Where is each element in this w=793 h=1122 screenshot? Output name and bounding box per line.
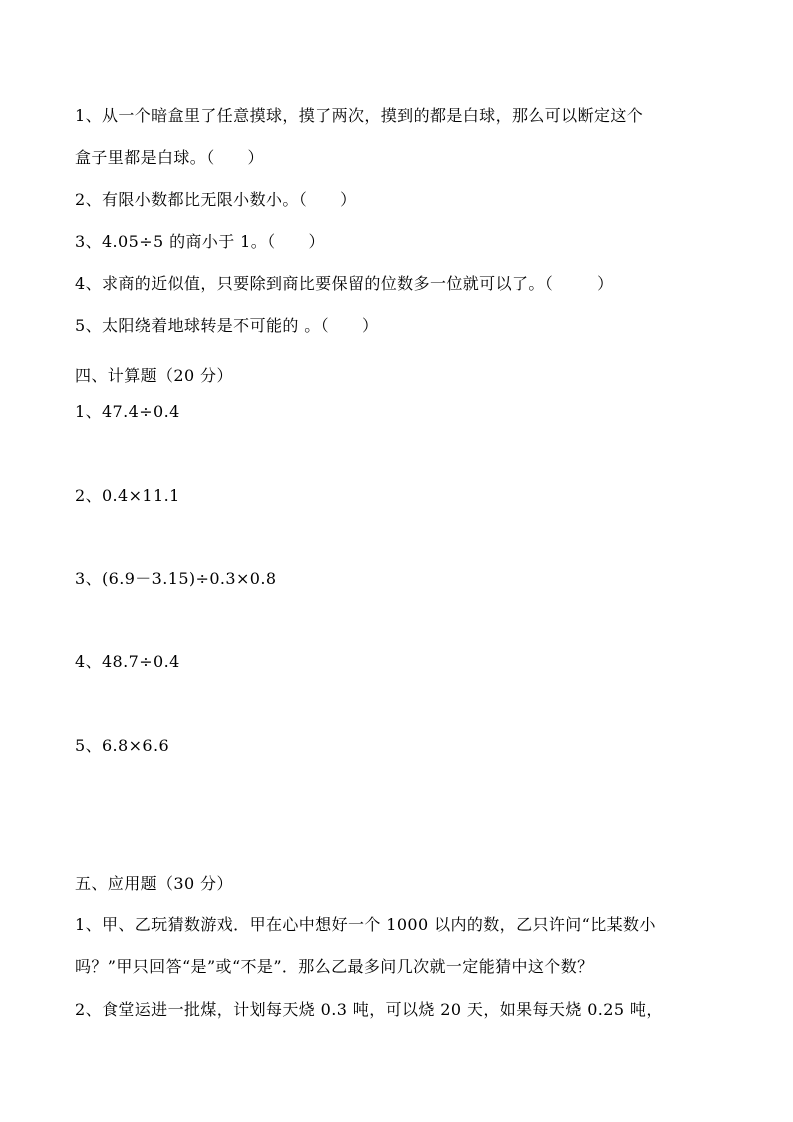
judge-question-1-line-1: 1、从一个暗盒里了任意摸球，摸了两次，摸到的都是白球，那么可以断定这个 (75, 106, 644, 125)
apply-question-1-line-2: 吗？”甲只回答“是”或“不是”．那么乙最多问几次就一定能猜中这个数？ (75, 957, 594, 976)
judge-question-5: 5、太阳绕着地球转是不可能的 。（ ） (75, 316, 379, 335)
judge-question-2: 2、有限小数都比无限小数小。（ ） (75, 190, 357, 209)
calc-item-2: 2、0.4×11.1 (75, 486, 180, 505)
calc-item-1: 1、47.4÷0.4 (75, 402, 180, 421)
judge-question-3: 3、4.05÷5 的商小于 1。（ ） (75, 232, 325, 251)
calc-item-3: 3、(6.9－3.15)÷0.3×0.8 (75, 569, 277, 588)
apply-section-heading: 五、应用题（30 分） (75, 874, 233, 893)
judge-question-1-line-2: 盒子里都是白球。（ ） (75, 148, 264, 167)
calc-item-4: 4、48.7÷0.4 (75, 652, 180, 671)
judge-question-4: 4、求商的近似值，只要除到商比要保留的位数多一位就可以了。（ ） (75, 274, 614, 293)
apply-question-1-line-1: 1、甲、乙玩猜数游戏．甲在心中想好一个 1000 以内的数，乙只许问“比某数小 (75, 915, 656, 934)
apply-question-2-line-1: 2、食堂运进一批煤，计划每天烧 0.3 吨，可以烧 20 天，如果每天烧 0.25 吨， (75, 1000, 663, 1019)
calc-section-heading: 四、计算题（20 分） (75, 366, 233, 385)
calc-item-5: 5、6.8×6.6 (75, 736, 170, 755)
